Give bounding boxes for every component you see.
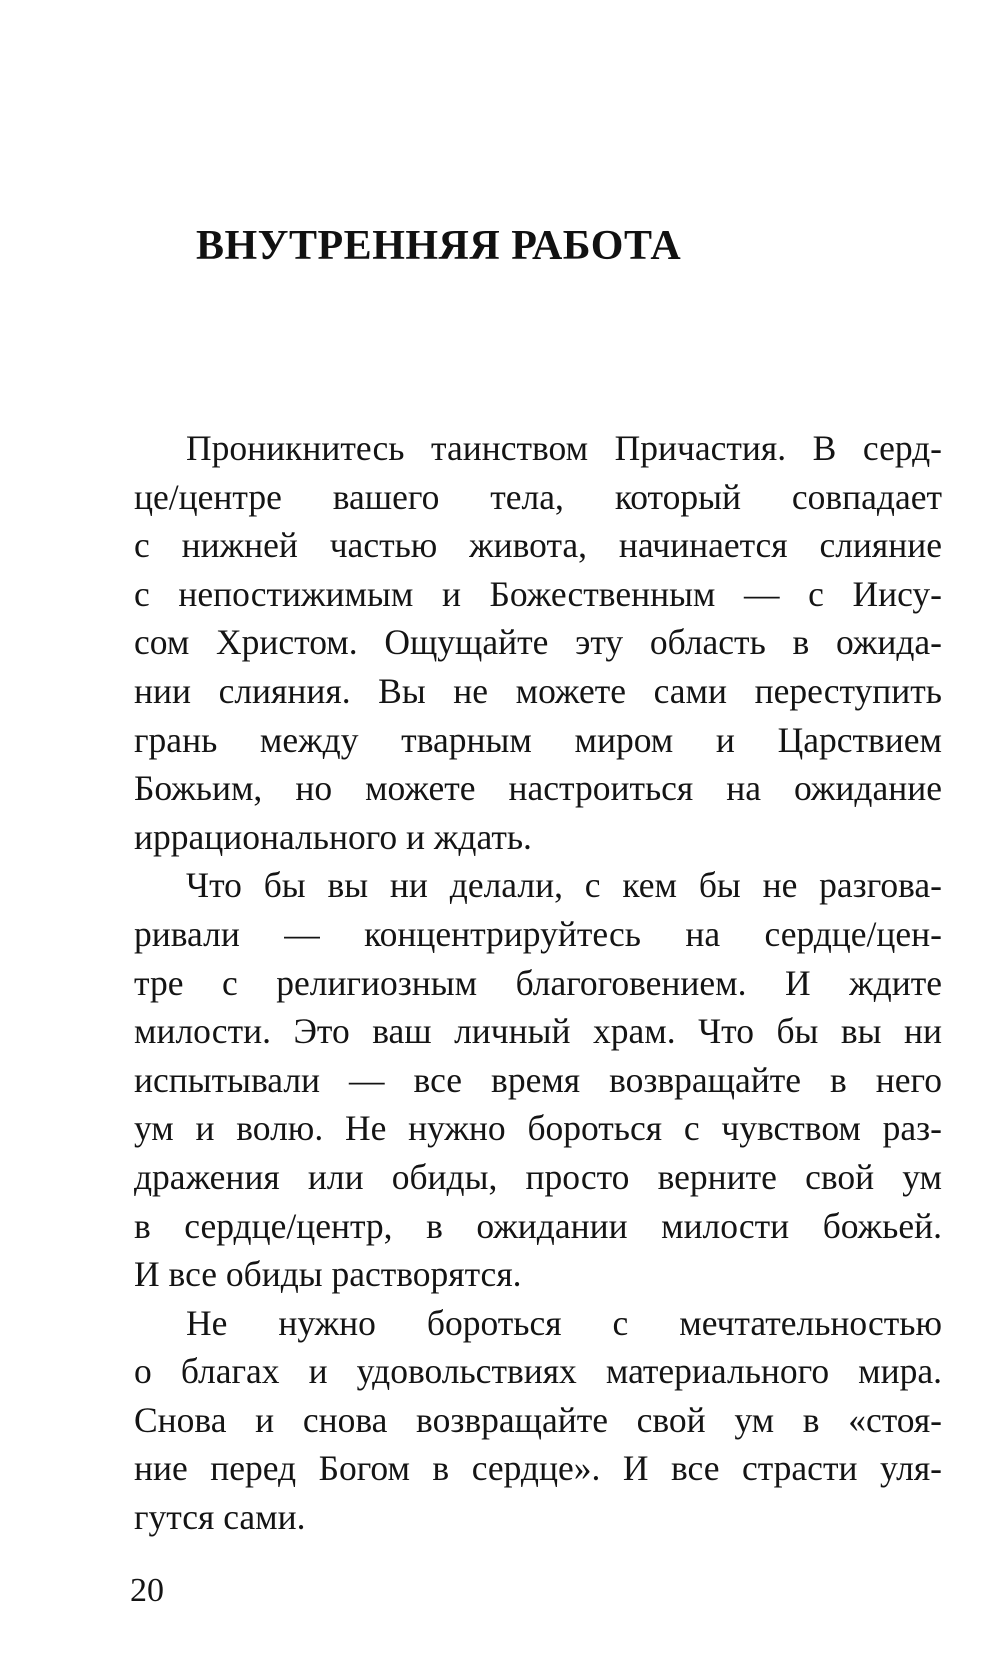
paragraph-3	[134, 1299, 942, 1542]
text-line: тре с религиозным благоговением. И ждите	[134, 962, 942, 1003]
text-line: Что бы вы ни делали, с кем бы не разгова-	[186, 865, 942, 906]
text-line: в сердце/центр, в ожидании милости божьей.	[134, 1205, 942, 1246]
text-line: с непостижимым и Божественным — с Иису-	[134, 573, 942, 614]
text-line: нии слияния. Вы не можете сами переступить	[134, 670, 942, 711]
text-line: гутся сами.	[134, 1497, 306, 1538]
text-line: дражения или обиды, просто верните свой ум	[134, 1156, 942, 1197]
paragraph-2	[134, 861, 942, 1298]
text-line: о благах и удовольствиях материального мира.	[134, 1351, 942, 1392]
text-line: Не нужно бороться с мечтательностью	[186, 1302, 942, 1343]
text-line: Снова и снова возвращайте свой ум в «стоя-	[134, 1399, 942, 1440]
text-line: с нижней частью живота, начинается слияние	[134, 525, 942, 566]
chapter-title: ВНУТРЕННЯЯ РАБОТА	[196, 223, 682, 269]
page-number: 20	[130, 1572, 164, 1609]
text-line: це/центре вашего тела, который совпадает	[134, 476, 942, 517]
text-line: И все обиды растворятся.	[134, 1254, 522, 1295]
text-line: Божьим, но можете настроиться на ожидание	[134, 768, 942, 809]
text-line: ривали — концентрируйтесь на сердце/цен-	[134, 913, 942, 954]
body-text	[134, 424, 942, 1542]
text-line: Проникнитесь таинством Причастия. В серд-	[186, 428, 942, 468]
text-line: сом Христом. Ощущайте эту область в ожида-	[134, 622, 942, 663]
text-line: ние перед Богом в сердце». И все страсти уля-	[134, 1448, 942, 1489]
text-line: испытывали — все время возвращайте в него	[134, 1059, 942, 1100]
text-line: ум и волю. Не нужно бороться с чувством раз-	[134, 1108, 942, 1149]
text-line: милости. Это ваш личный храм. Что бы вы ни	[134, 1011, 942, 1052]
text-line: грань между тварным миром и Царствием	[134, 719, 942, 760]
paragraph-1	[134, 424, 942, 861]
text-line: иррационального и ждать.	[134, 816, 532, 857]
